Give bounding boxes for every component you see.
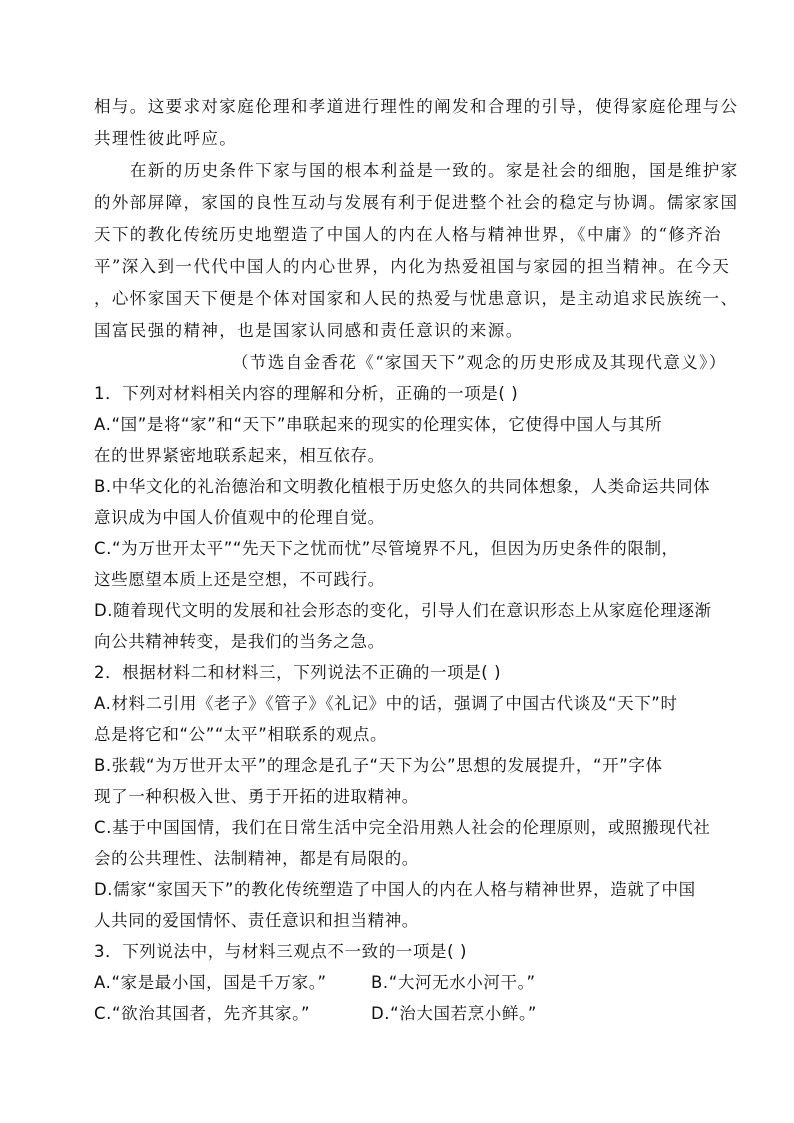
passage-line-7: ，心怀家国天下便是个体对国家和人民的热爱与忧患意识，是主动追求民族统一、: [94, 289, 739, 308]
question-1-option-b-line-2: 意识成为中国人价值观中的伦理自觉。: [94, 508, 385, 527]
question-1-option-c-line-2: 这些愿望本质上还是空想，不可践行。: [94, 570, 385, 589]
question-3-stem: 3．下列说法中，与材料三观点不一致的一项是( ): [94, 942, 468, 961]
passage-line-3: 在新的历史条件下家与国的根本利益是一致的。家是社会的细胞，国是维护家: [130, 161, 739, 180]
question-1-option-a-line-1: A.“国”是将“家”和“天下”串联起来的现实的伦理实体，它使得中国人与其所: [94, 415, 663, 434]
question-3-option-d: D.“治大国若烹小鲜。”: [371, 1004, 537, 1023]
question-1-option-a-line-2: 在的世界紧密地联系起来，相互依存。: [94, 446, 385, 465]
question-2-option-a-line-1: A.材料二引用《老子》《管子》《礼记》中的话，强调了中国古代谈及“天下”时: [94, 694, 678, 713]
question-1-option-d-line-2: 向公共精神转变，是我们的当务之急。: [94, 632, 385, 651]
passage-line-2: 共理性彼此呼应。: [94, 129, 238, 148]
question-3-option-b: B.“大河无水小河干。”: [371, 973, 536, 992]
question-2-option-b-line-2: 现了一种积极入世、勇于开拓的进取精神。: [94, 787, 419, 806]
question-2-option-c-line-1: C.基于中国国情，我们在日常生活中完全沿用熟人社会的伦理原则，或照搬现代社: [94, 818, 711, 837]
question-2-option-b-line-1: B.张载“为万世开太平”的理念是孔子“天下为公”思想的发展提升，“开”字体: [94, 756, 663, 775]
question-1-option-b-line-1: B.中华文化的礼治德治和文明教化植根于历史悠久的共同体想象，人类命运共同体: [94, 477, 711, 496]
question-3-option-a: A.“家是最小国，国是千万家。”: [94, 973, 327, 992]
question-2-option-d-line-2: 人共同的爱国情怀、责任意识和担当精神。: [94, 911, 419, 930]
passage-line-6: 平”深入到一代代中国人的内心世界，内化为热爱祖国与家园的担当精神。在今天: [94, 257, 731, 276]
question-2-option-d-line-1: D.儒家“家国天下”的教化传统塑造了中国人的内在人格与精神世界，造就了中国: [94, 880, 696, 899]
question-3-option-c: C.“欲治其国者，先齐其家。”: [94, 1004, 311, 1023]
passage-line-8: 国富民强的精神，也是国家认同感和责任意识的来源。: [94, 321, 524, 340]
question-1-option-c-line-1: C.“为万世开太平”“先天下之忧而忧”尽管境界不凡，但因为历史条件的限制，: [94, 539, 679, 558]
question-1-stem: 1．下列对材料相关内容的理解和分析，正确的一项是( ): [94, 384, 519, 403]
question-1-option-d-line-1: D.随着现代文明的发展和社会形态的变化，引导人们在意识形态上从家庭伦理逐渐: [94, 601, 712, 620]
question-2-option-a-line-2: 总是将它和“公”“太平”相联系的观点。: [94, 725, 388, 744]
passage-line-1: 相与。这要求对家庭伦理和孝道进行理性的阐发和合理的引导，使得家庭伦理与公: [94, 97, 739, 116]
passage-line-5: 天下的教化传统历史地塑造了中国人的内在人格与精神世界，《中庸》的“修齐治: [94, 225, 723, 244]
passage-line-4: 的外部屏障，家国的良性互动与发展有利于促进整个社会的稳定与协调。儒家家国: [94, 193, 739, 212]
passage-source: （节选自金香花《“家国天下”观念的历史形成及其现代意义》）: [232, 353, 727, 372]
question-2-stem: 2．根据材料二和材料三，下列说法不正确的一项是( ): [94, 663, 502, 682]
question-2-option-c-line-2: 会的公共理性、法制精神，都是有局限的。: [94, 849, 419, 868]
